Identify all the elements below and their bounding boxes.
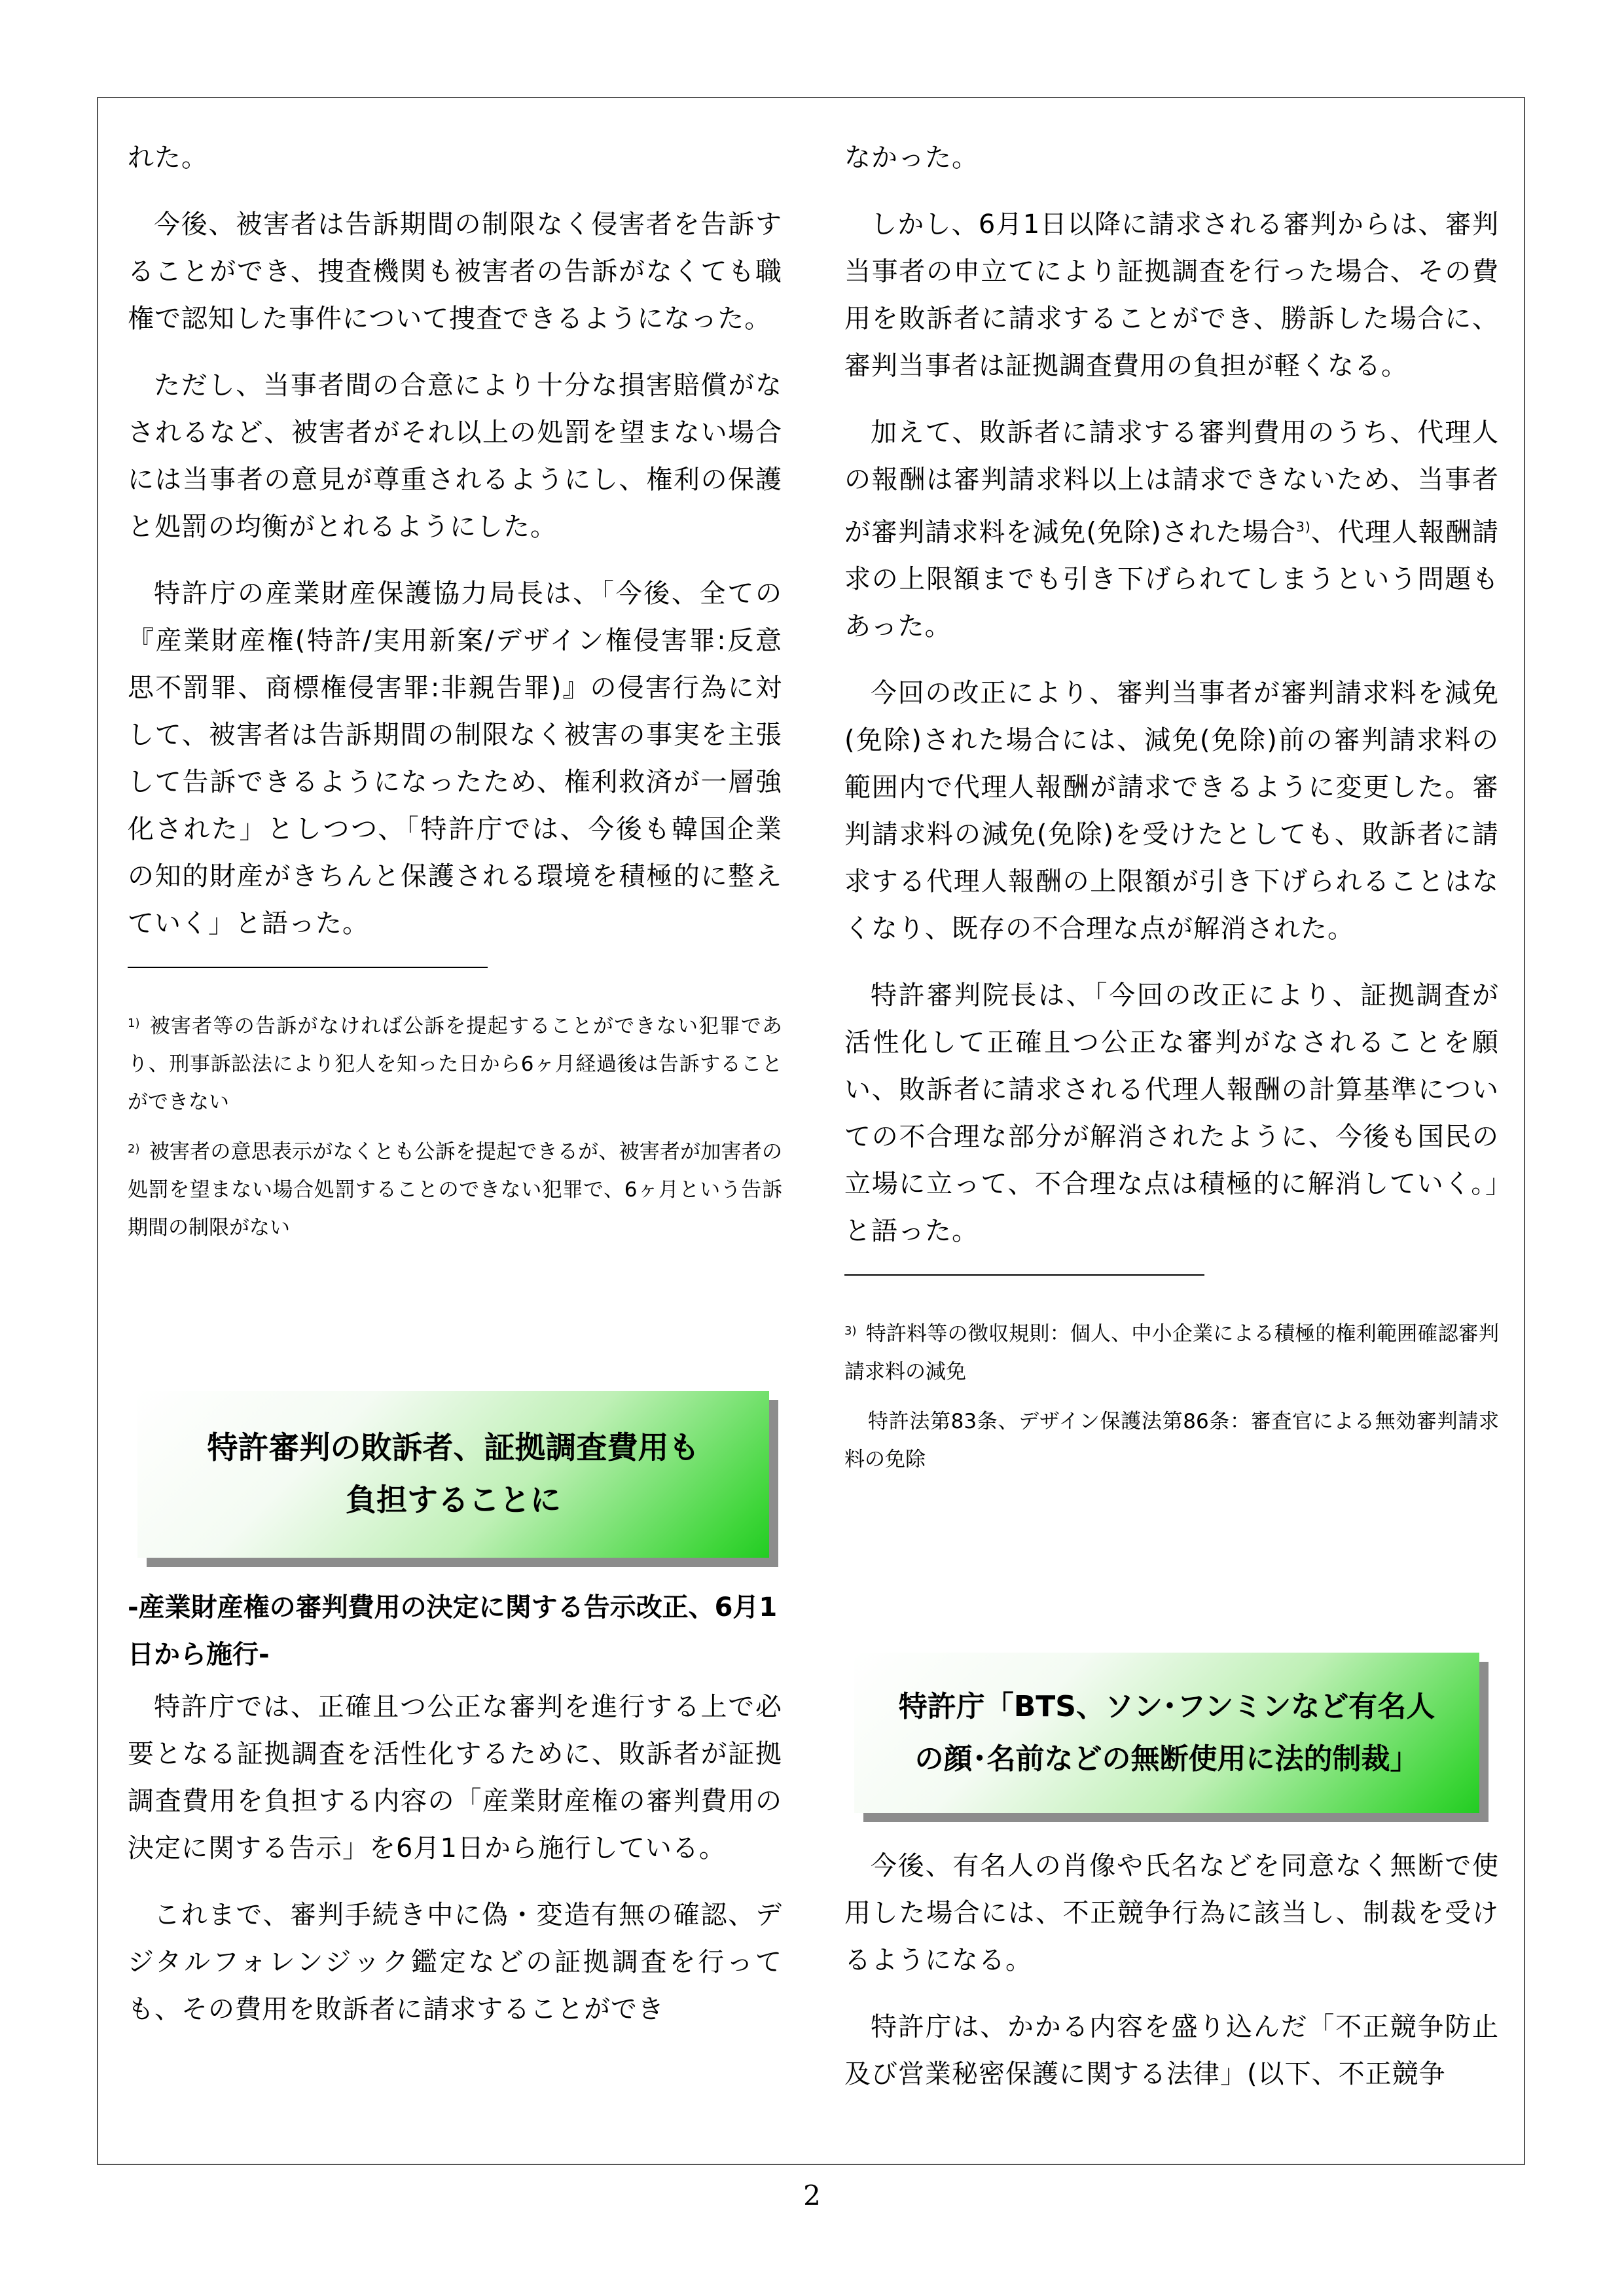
- paragraph: 今後、有名人の肖像や氏名などを同意なく無断で使用した場合には、不正競争行為に該当し、制裁を受けるようになる。: [844, 1851, 1499, 1975]
- paragraph: [844, 409, 1499, 650]
- paragraph: ただし、当事者間の合意により十分な損害賠償がなされるなど、被害者がそれ以上の処罰を望まない場合には当事者の意見が尊重されるようにし、権利の保護と処罰の均衡がとれるようにした。: [128, 370, 782, 542]
- right-column-lower: [844, 1842, 1499, 2117]
- paragraph: 特許庁では、正確且つ公正な審判を進行する上で必要となる証拠調査を活性化するために、敗訴者が証拠調査費用を負担する内容の「産業財産権の審判費用の決定に関する告示」を6月1日から施行している。: [128, 1692, 782, 1863]
- footnote-text: 被害者の意思表示がなくとも公訴を提起できるが、被害者が加害者の処罰を望まない場合処罰することのできない犯罪で、6ヶ月という告訴期間の制限がない: [128, 1140, 782, 1240]
- right-column: [844, 134, 1499, 1490]
- paragraph: なかった。: [844, 143, 979, 173]
- footnote-text: 被害者等の告訴がなければ公訴を提起することができない犯罪であり、刑事訴訟法により犯人を知った日から6ヶ月経過後は告訴することができない: [128, 1014, 782, 1114]
- footnote-mark: 2): [128, 1142, 140, 1156]
- paragraph-text: 加えて、敗訴者に請求する審判費用のうち、代理人の報酬は審判請求料以上は請求できないため、当事者が審判請求料を減免(免除)された場合: [844, 418, 1499, 548]
- footnote-2: [128, 1133, 782, 1247]
- section-title-line: 負担することに: [346, 1482, 561, 1518]
- sub-heading: -産業財産権の審判費用の決定に関する告示改正、6月1日から施行-: [128, 1592, 778, 1670]
- paragraph: 特許庁の産業財産保護協力局長は、「今後、全ての『産業財産権(特許/実用新案/デザイン権侵害罪:反意思不罰罪、商標権侵害罪:非親告罪)』の侵害行為に対して、被害者は告訴期間の制限なく被害の事実を主張して告訴できるようになったため、権利救済が一層強化された」としつつ、「特許庁では、今後も韓国企業の知的財産がきちんと保護される環境を積極的に整えていく」と語った。: [128, 579, 782, 939]
- section-title-box: [137, 1391, 769, 1558]
- footnote-text: 特許料等の徴収規則：個人、中小企業による積極的権利範囲確認審判請求料の減免: [844, 1322, 1499, 1384]
- footnote-reference: 3): [1296, 519, 1311, 535]
- paragraph: 特許庁は、かかる内容を盛り込んだ「不正競争防止及び営業秘密保護に関する法律」(以下、不正競争: [844, 2012, 1499, 2089]
- footnote-mark: 1): [128, 1016, 140, 1030]
- section-title-line: 特許庁「BTS、ソン･フンミンなど有名人: [898, 1689, 1435, 1723]
- paragraph: 今回の改正により、審判当事者が審判請求料を減免(免除)された場合には、減免(免除)前の審判請求料の範囲内で代理人報酬が請求できるように変更した。審判請求料の減免(免除)を受けたとしても、敗訴者に請求する代理人報酬の上限額が引き下げられることはなくなり、既存の不合理な点が解消された。: [844, 678, 1499, 944]
- paragraph: 今後、被害者は告訴期間の制限なく侵害者を告訴することができ、捜査機関も被害者の告訴がなくても職権で認知した事件について捜査できるようになった。: [128, 209, 782, 334]
- footnote-3: [844, 1315, 1499, 1391]
- left-column: [128, 134, 782, 1259]
- paragraph: れた。: [128, 143, 208, 173]
- section-title-line: の顔･名前などの無断使用に法的制裁」: [914, 1742, 1419, 1776]
- paragraph: しかし、6月1日以降に請求される審判からは、審判当事者の申立てにより証拠調査を行った場合、その費用を敗訴者に請求することができ、勝訴した場合に、審判当事者は証拠調査費用の負担が軽くなる。: [844, 209, 1499, 381]
- footnote-divider: [844, 1274, 1204, 1276]
- footnote-divider: [128, 967, 488, 968]
- page-number: 2: [803, 2179, 821, 2212]
- paragraph: これまで、審判手続き中に偽・変造有無の確認、デジタルフォレンジック鑑定などの証拠調査を行っても、その費用を敗訴者に請求することができ: [128, 1900, 782, 2024]
- paragraph: 特許審判院長は、「今回の改正により、証拠調査が活性化して正確且つ公正な審判がなされることを願い、敗訴者に請求される代理人報酬の計算基準についての不合理な部分が解消されたように、今後も国民の立場に立って、不合理な点は積極的に解消していく。」と語った。: [844, 980, 1499, 1247]
- footnote-1: [128, 1007, 782, 1121]
- section-title-line: 特許審判の敗訴者、証拠調査費用も: [207, 1429, 700, 1466]
- paragraph-text: 、代理人報酬請求の上限額までも引き下げられてしまうという問題もあった。: [844, 517, 1500, 642]
- footnote-mark: 3): [844, 1324, 857, 1338]
- left-column-lower: [128, 1584, 782, 2053]
- section-title-box: [854, 1653, 1479, 1813]
- footnote-3-continued: 特許法第83条、デザイン保護法第86条：審査官による無効審判請求料の免除: [844, 1410, 1499, 1472]
